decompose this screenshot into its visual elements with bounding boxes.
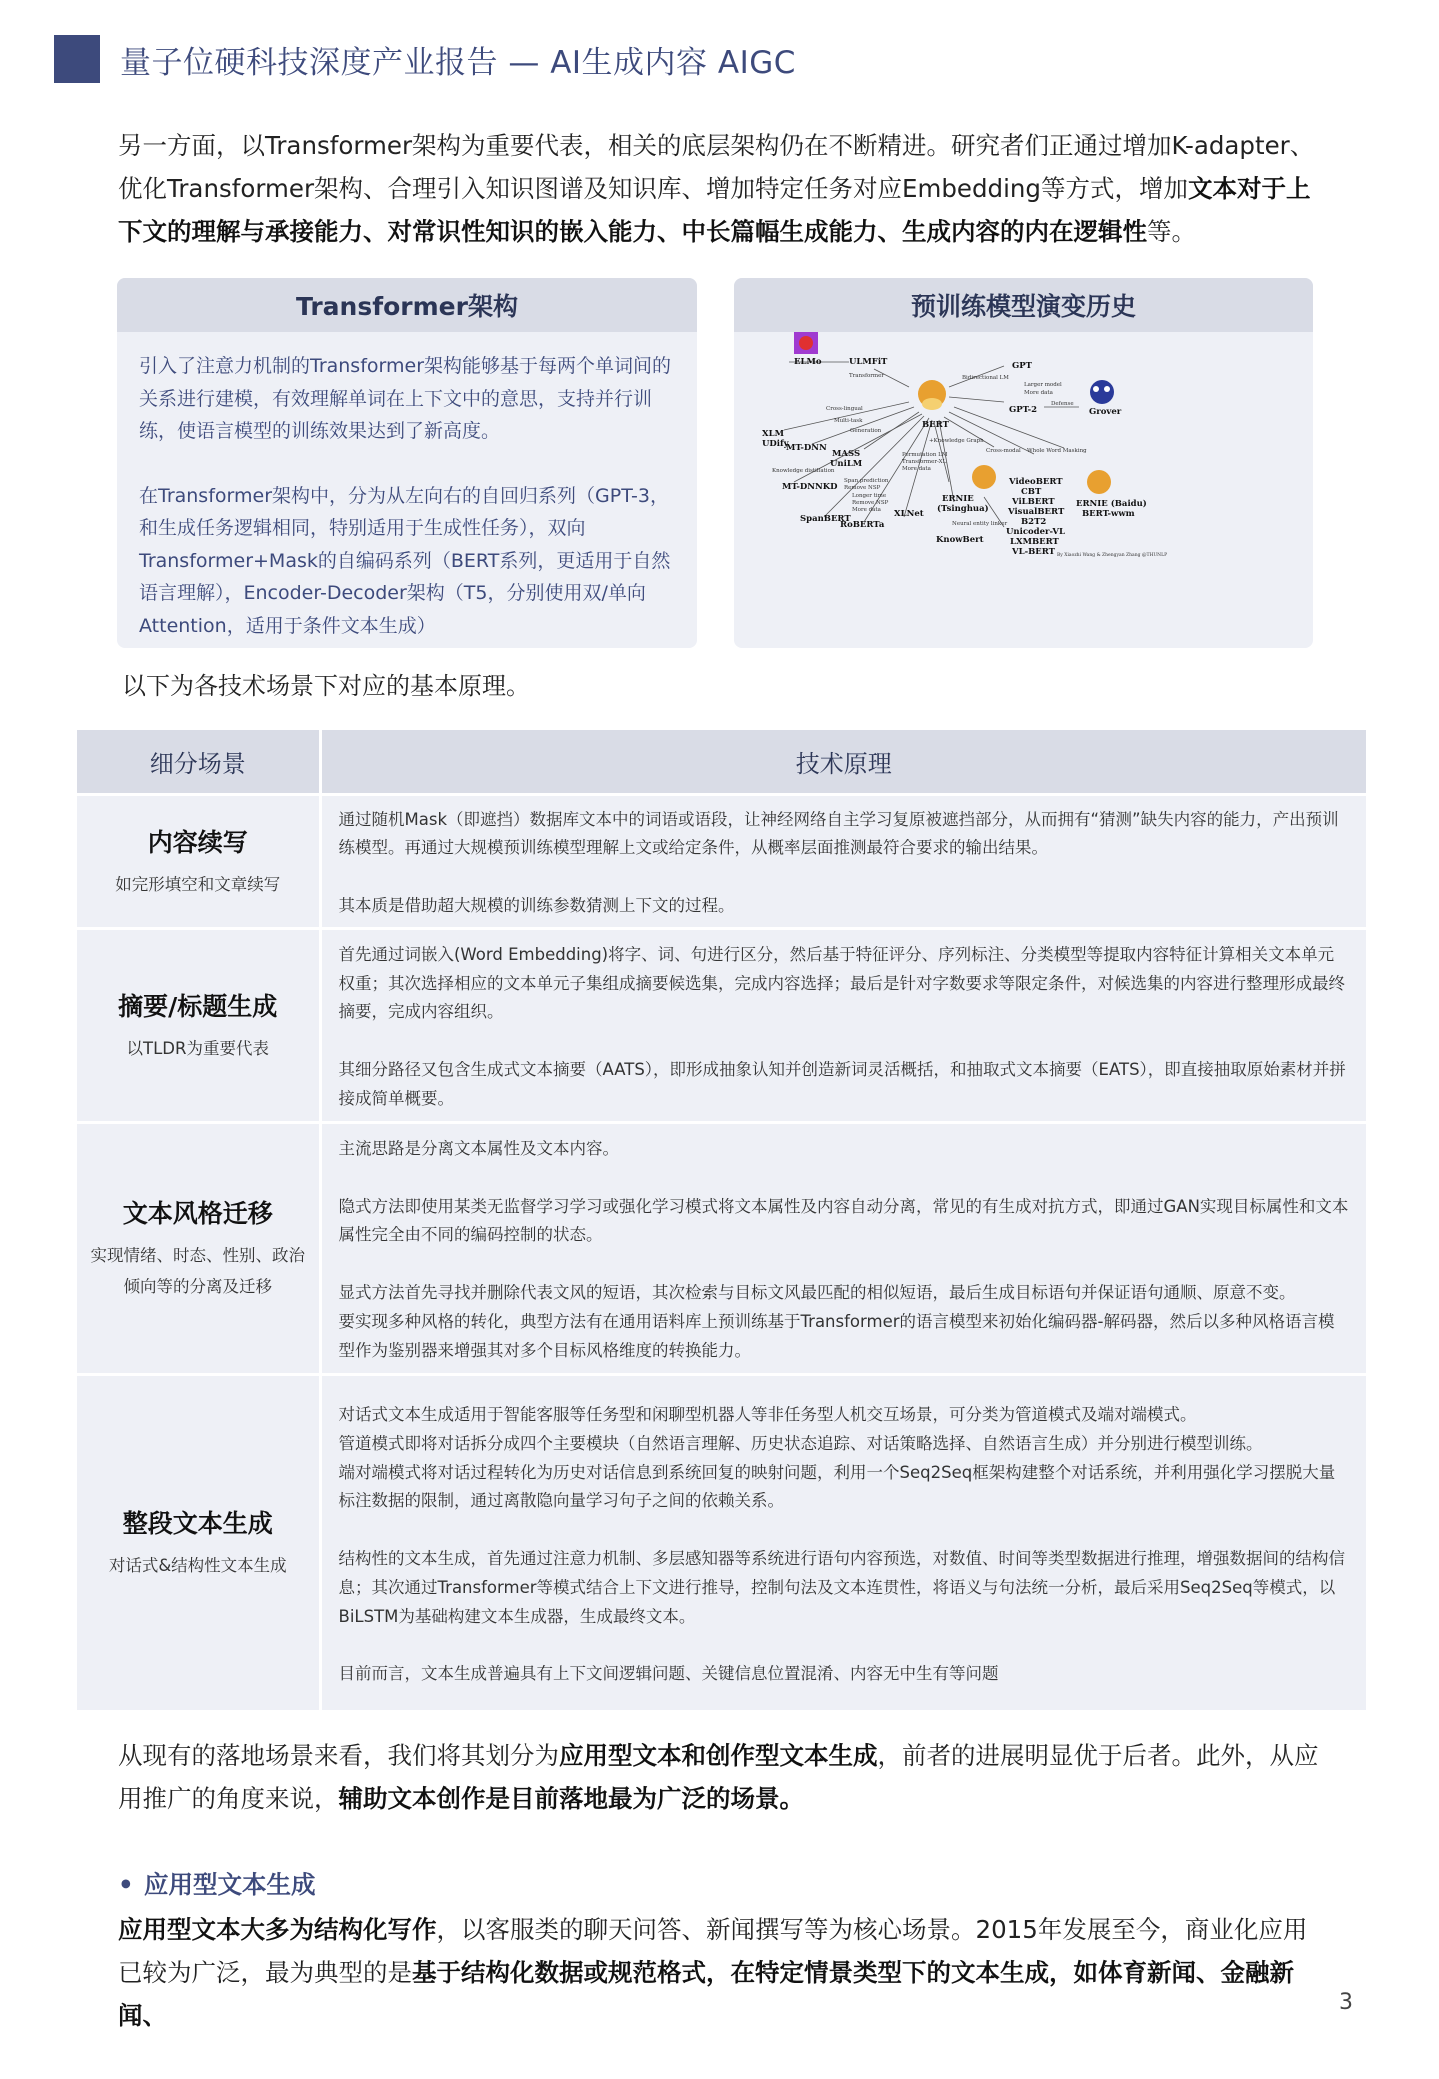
node-bert-wwm: BERT-wwm <box>1082 509 1135 519</box>
node-videobert: VideoBERT <box>1009 477 1063 487</box>
paragraph-gap <box>339 1027 1351 1056</box>
last-paragraph <box>118 1908 1323 2037</box>
table-header-row <box>77 730 1366 794</box>
node-roberta: RoBERTa <box>840 520 885 530</box>
node-elmo: ELMo <box>794 357 822 367</box>
node-visualbert: VisualBERT <box>1008 507 1065 517</box>
last-bold-2: 基于结构化数据或规范格式，在特定情景类型下的文本生成，如体育新闻、金融新闻、 <box>118 1958 1294 2030</box>
node-vilbert: ViLBERT <box>1012 497 1055 507</box>
edge-more-data-3: More data <box>902 466 931 472</box>
principle-line: 目前而言，文本生成普遍具有上下文间逻辑问题、关键信息位置混淆、内容无中生有等问题 <box>338 1664 999 1684</box>
table-row <box>77 1122 1366 1374</box>
edge-defense: Defense <box>1051 401 1074 407</box>
node-vlbert: VL-BERT <box>1012 547 1056 557</box>
paragraph-gap <box>339 863 1351 892</box>
intro-bold-1: 文本对于上下文的理解与承接能力、对常识性知识的嵌入能力、中长篇幅生成能力、生成内容的内在逻辑性 <box>118 174 1311 246</box>
intro-text-2: 等。 <box>1147 217 1196 246</box>
intro-text-1: 另一方面，以Transformer架构为重要代表，相关的底层架构仍在不断精进。研究者们正通过增加K-adapter、优化Transformer架构、合理引入知识图谱及知识库、增加特定任务对应Embedding等方式，增加 <box>118 131 1315 203</box>
last-text-1: ，以客服类的聊天问答、新闻撰写等为核心场景。2015年发展至今，商业化应用已较为广泛，最为典型的是 <box>118 1915 1308 1987</box>
pretrain-evolution-diagram <box>734 332 1313 648</box>
edge-remove-nsp-2: Remove NSP <box>852 500 889 506</box>
edge-transformer-xl: Transformer-XL <box>902 459 947 465</box>
transformer-card-body <box>117 332 697 648</box>
transformer-card-title: Transformer架构 <box>117 278 697 332</box>
node-bert: BERT <box>922 420 949 430</box>
node-tsinghua: (Tsinghua) <box>937 504 989 514</box>
scene-name: 摘要/标题生成 <box>118 991 278 1021</box>
edge-longer: Longer time <box>852 493 887 499</box>
node-b2t2: B2T2 <box>1021 517 1047 527</box>
edge-bidirectional: Bidirectional LM <box>962 375 1009 381</box>
scene-name: 整段文本生成 <box>122 1509 273 1539</box>
intro-paragraph <box>118 124 1323 253</box>
edge-transformer: Transformer <box>849 373 885 379</box>
node-mass: MASS <box>832 449 861 459</box>
node-grover: Grover <box>1089 407 1122 417</box>
scene-subtitle: 对话式&结构性文本生成 <box>108 1556 287 1576</box>
node-knowbert: KnowBert <box>936 535 984 545</box>
pretrain-card <box>734 278 1313 648</box>
scene-cell <box>77 1122 320 1374</box>
paragraph-gap <box>339 1164 1351 1193</box>
after-table-paragraph <box>118 1734 1323 1820</box>
table-row <box>77 794 1366 928</box>
edge-cross-lingual: Cross-lingual <box>826 406 863 412</box>
pretrain-card-title: 预训练模型演变历史 <box>734 278 1313 332</box>
node-gpt2: GPT-2 <box>1009 405 1038 415</box>
principle-line: 其细分路径又包含生成式文本摘要（AATS），即形成抽象认知并创造新词灵活概括，和抽取式文本摘要（EATS），即直接抽取原始素材并拼接成简单概要。 <box>338 1059 1346 1108</box>
edge-larger: Larger model <box>1024 382 1062 388</box>
after-bold-2: 辅助文本创作是目前落地最为广泛的场景。 <box>338 1784 804 1813</box>
node-xlm: XLM <box>762 429 784 439</box>
bullet-dot: • <box>118 1870 134 1899</box>
edge-multi-task: Multi-task <box>834 418 863 424</box>
header-title: 量子位硬科技深度产业报告 — AI生成内容 AIGC <box>120 44 796 81</box>
transformer-card <box>117 278 697 648</box>
principle-cell <box>320 1374 1366 1710</box>
after-text-2: ，前者的进展明显优于后者。此外，从应用推广的角度来说， <box>118 1741 1319 1813</box>
node-ernie-t: ERNIE <box>942 494 974 504</box>
bullet-title: 应用型文本生成 <box>144 1870 316 1899</box>
tech-principle-table <box>77 730 1366 1710</box>
table-row <box>77 1374 1366 1710</box>
principle-cell <box>320 794 1366 928</box>
principle-line: 对话式文本生成适用于智能客服等任务型和闲聊型机器人等非任务型人机交互场景，可分类为管道模式及端对端模式。 <box>338 1404 1197 1424</box>
node-gpt: GPT <box>1012 361 1032 371</box>
after-bold-1: 应用型文本和创作型文本生成 <box>559 1741 878 1770</box>
node-ernie-baidu: ERNIE (Baidu) <box>1076 499 1147 509</box>
node-udify: UDify <box>762 439 789 449</box>
edge-wwm: Whole Word Masking <box>1027 448 1087 454</box>
diagram-credit: By Xiaozhi Wang & Zhengyan Zhang @THUNLP <box>1057 553 1168 558</box>
principle-line: 首先通过词嵌入(Word Embedding)将字、词、句进行区分，然后基于特征评分、序列标注、分类模型等提取内容特征计算相关文本单元权重；其次选择相应的文本单元子集组成摘要候选集，完成内容选择；最后是针对字数要求等限定条件，对候选集的内容进行整理形成最终摘要，完成内容组织。 <box>338 944 1345 1022</box>
principle-line: 显式方法首先寻找并删除代表文风的短语，其次检索与目标文风最匹配的相似短语，最后生成目标语句并保证语句通顺、原意不变。 <box>338 1282 1296 1302</box>
node-lxmbert: LXMBERT <box>1010 537 1059 547</box>
after-text-1: 从现有的落地场景来看，我们将其划分为 <box>118 1741 559 1770</box>
node-cbt: CBT <box>1021 487 1042 497</box>
edge-permutation: Permutation LM <box>902 452 948 458</box>
principle-cell <box>320 1122 1366 1374</box>
scene-subtitle: 如完形填空和文章续写 <box>115 874 281 894</box>
page-number: 3 <box>1339 1990 1353 2015</box>
scene-name: 文本风格迁移 <box>122 1199 273 1229</box>
principle-line: 结构性的文本生成，首先通过注意力机制、多层感知器等系统进行语句内容预选，对数值、时间等类型数据进行推理，增强数据间的结构信息；其次通过Transformer等模式结合上下文进行推导，控制句法及文本连贯性，将语义与句法统一分析，最后采用Seq2Seq等模式，以BiLSTM为基础构建文本生成器，生成最终文本。 <box>338 1548 1345 1626</box>
scene-subtitle: 实现情绪、时态、性别、政治倾向等的分离及迁移 <box>90 1246 305 1297</box>
principle-line: 端对端模式将对话过程转化为历史对话信息到系统回复的映射问题，利用一个Seq2Seq框架构建整个对话系统，并利用强化学习摆脱大量标注数据的限制，通过离散隐向量学习句子之间的依赖关系。 <box>338 1462 1336 1511</box>
node-spanbert: SpanBERT <box>800 514 851 524</box>
edge-cross-modal: Cross-modal <box>986 448 1021 454</box>
node-mt-dnn-kd: MT-DNNKD <box>782 482 838 492</box>
scene-cell <box>77 794 320 928</box>
principle-line: 其本质是借助超大规模的训练参数猜测上下文的过程。 <box>338 895 735 915</box>
table-row <box>77 928 1366 1122</box>
node-unicoder: Unicoder-VL <box>1006 527 1065 537</box>
edge-generation: Generation <box>850 428 882 434</box>
table-intro: 以下为各技术场景下对应的基本原理。 <box>122 672 530 700</box>
paragraph-gap <box>339 1516 1351 1545</box>
edge-kg: +Knowledge Graph <box>929 438 984 444</box>
paragraph-gap <box>339 1250 1351 1279</box>
principle-line: 通过随机Mask（即遮挡）数据库文本中的词语或语段，让神经网络自主学习复原被遮挡部分，从而拥有“猜测”缺失内容的能力，产出预训练模型。再通过大规模预训练模型理解上文或给定条件，从概率层面推测最符合要求的输出结果。 <box>338 809 1339 858</box>
transformer-card-p1: 引入了注意力机制的Transformer架构能够基于每两个单词间的关系进行建模，有效理解单词在上下文中的意思，支持并行训练，使语言模型的训练效果达到了新高度。 <box>139 355 672 442</box>
scene-subtitle: 以TLDR为重要代表 <box>126 1038 269 1058</box>
pretrain-diagram-svg <box>734 332 1313 648</box>
edge-neural: Neural entity linker <box>952 521 1008 527</box>
bullet-heading <box>118 1866 316 1901</box>
edge-more-data: More data <box>1024 390 1053 396</box>
node-mt-dnn: MT-DNN <box>786 443 827 453</box>
principle-line: 隐式方法即使用某类无监督学习学习或强化学习模式将文本属性及内容自动分离，常见的有生成对抗方式，即通过GAN实现目标属性和文本属性完全由不同的编码控制的状态。 <box>338 1196 1349 1245</box>
principle-cell <box>320 928 1366 1122</box>
principle-line: 管道模式即将对话拆分成四个主要模块（自然语言理解、历史状态追踪、对话策略选择、自然语言生成）并分别进行模型训练。 <box>338 1433 1263 1453</box>
node-ulmfit: ULMFiT <box>849 357 888 367</box>
paragraph-gap <box>339 1631 1351 1660</box>
principle-line: 要实现多种风格的转化，典型方法有在通用语料库上预训练基于Transformer的语言模型来初始化编码器-解码器，然后以多种风格语言模型作为鉴别器来增强其对多个目标风格维度的转换能力。 <box>338 1311 1335 1360</box>
header-scene: 细分场景 <box>77 730 320 794</box>
edge-span: Span prediction <box>844 478 889 484</box>
edge-remove-nsp: Remove NSP <box>844 485 881 491</box>
scene-cell <box>77 928 320 1122</box>
edge-kd: Knowledge distillation <box>772 468 835 474</box>
scene-name: 内容续写 <box>147 827 248 857</box>
node-xlnet: XLNet <box>894 509 924 519</box>
last-bold-1: 应用型文本大多为结构化写作 <box>118 1915 437 1944</box>
node-unilm: UniLM <box>830 459 863 469</box>
principle-line: 主流思路是分离文本属性及文本内容。 <box>338 1139 619 1158</box>
header-principle: 技术原理 <box>320 730 1366 794</box>
transformer-card-p2: 在Transformer架构中，分为从左向右的自回归系列（GPT-3，和生成任务逻辑相同，特别适用于生成性任务），双向Transformer+Mask的自编码系列（BERT系列，更适用于自然语言理解），Encoder-Decoder架构（T5，分别使用双/单向Attention，适用于条件文本生成） <box>139 484 671 637</box>
edge-more-data-2: More data <box>852 507 881 513</box>
page-header <box>54 34 796 84</box>
header-accent-bar <box>54 35 100 83</box>
scene-cell <box>77 1374 320 1710</box>
